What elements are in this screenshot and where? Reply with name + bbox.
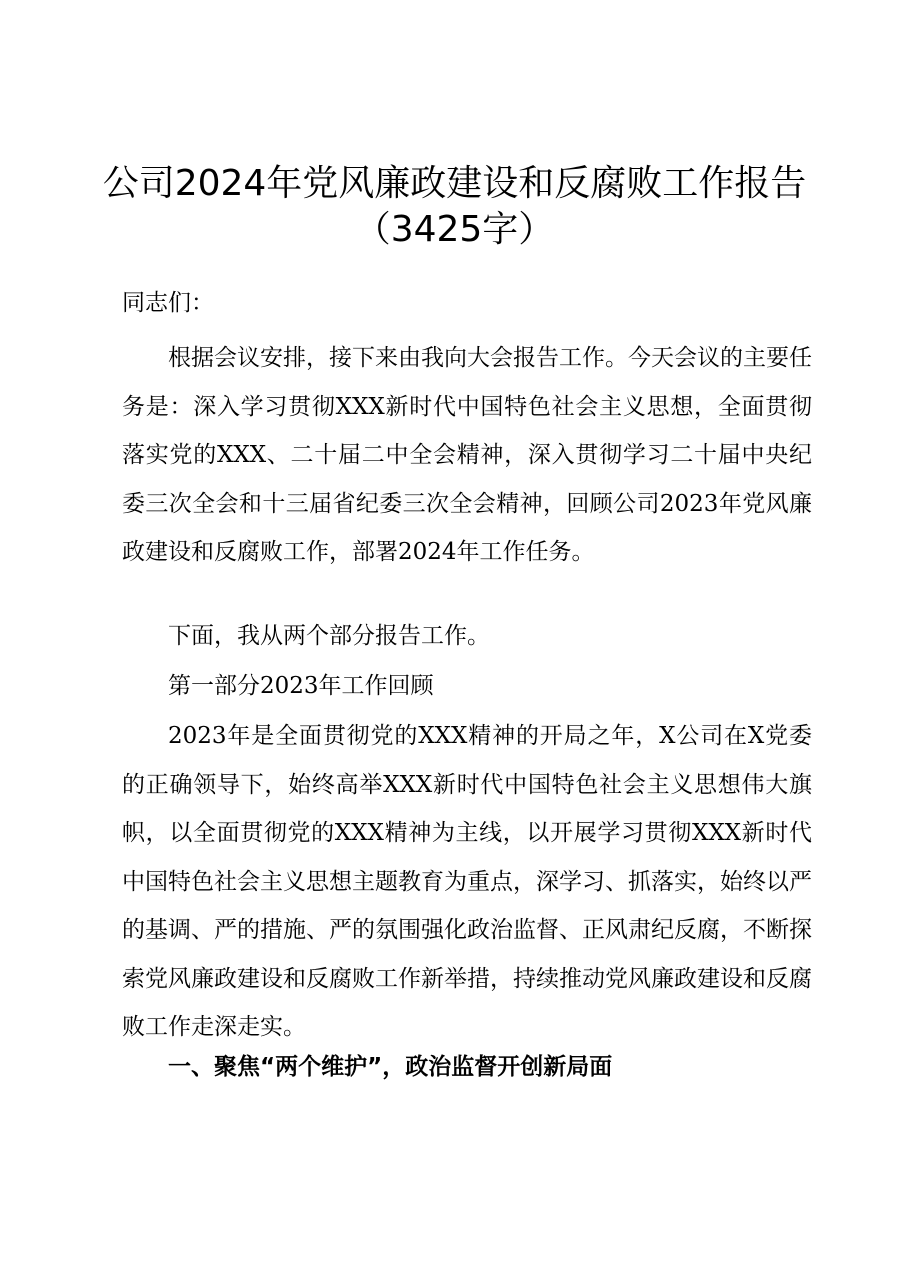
section-heading: 一、聚焦“两个维护”，政治监督开创新局面: [168, 1054, 613, 1080]
paragraph-outline: 下面，我从两个部分报告工作。: [168, 623, 490, 649]
paragraph-intro: 根据会议安排，接下来由我向大会报告工作。今天会议的主要任务是：深入学习贯彻XXX新时代中国特色社会主义思想，全面贯彻落实党的XXX、二十届二中全会精神，深入贯彻学习二十届中央纪委三次全会和十三届省纪委三次全会精神，回顾公司2023年党风廉政建设和反腐败工作，部署2024年工作任务。: [122, 345, 812, 565]
document-title-wordcount: （3425字）: [354, 209, 555, 250]
salutation: 同志们：: [122, 290, 214, 316]
paragraph-review: 2023年是全面贯彻党的XXX精神的开局之年，X公司在X党委的正确领导下，始终高举XXX新时代中国特色社会主义思想伟大旗帜，以全面贯彻党的XXX精神为主线，以开展学习贯彻XXX新时代中国特色社会主义思想主题教育为重点，深学习、抓落实，始终以严的基调、严的措施、严的氛围强化政治监督、正风肃纪反腐，不断探索党风廉政建设和反腐败工作新举措，持续推动党风廉政建设和反腐败工作走深走实。: [122, 723, 812, 1040]
part-one-heading: 第一部分2023年工作回顾: [168, 673, 434, 699]
document-title: 公司2024年党风廉政建设和反腐败工作报告: [102, 163, 807, 204]
